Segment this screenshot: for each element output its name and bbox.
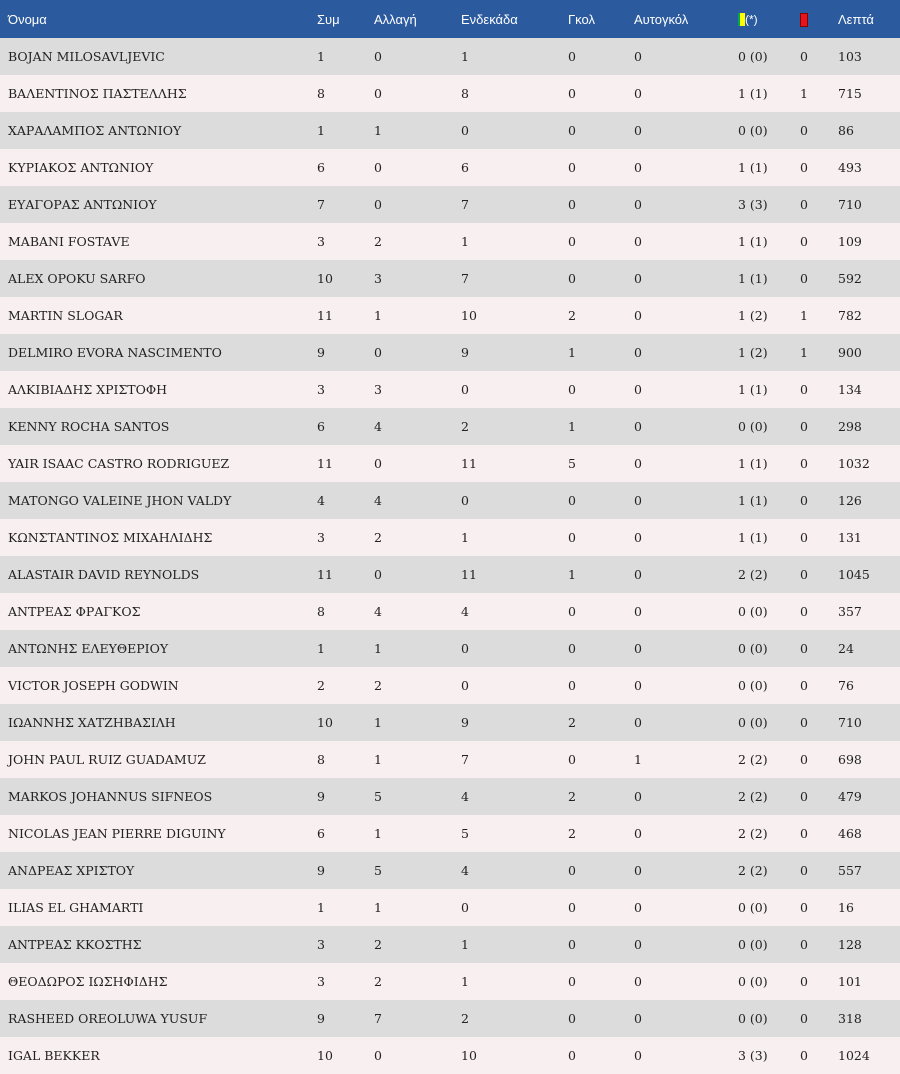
red-cards-cell: 0 (800, 974, 808, 989)
subs-cell: 4 (374, 604, 382, 619)
yellow-cards-cell: 1 (1) (738, 160, 768, 175)
minutes-cell: 101 (838, 974, 862, 989)
own-goals-cell: 0 (634, 530, 642, 545)
own-goals-cell: 1 (634, 752, 642, 767)
subs-cell: 1 (374, 308, 382, 323)
apps-cell: 3 (317, 530, 325, 545)
goals-cell: 0 (568, 1011, 576, 1026)
goals-cell: 0 (568, 123, 576, 138)
own-goals-cell: 0 (634, 567, 642, 582)
apps-cell: 8 (317, 604, 325, 619)
player-name-cell[interactable]: YAIR ISAAC CASTRO RODRIGUEZ (8, 456, 230, 471)
minutes-cell: 1024 (838, 1048, 870, 1063)
minutes-cell: 1045 (838, 567, 870, 582)
player-name-cell[interactable]: BOJAN MILOSAVLJEVIC (8, 49, 165, 64)
red-cards-cell: 0 (800, 493, 808, 508)
player-name-cell[interactable]: ΑΝΔΡΕΑΣ ΧΡΙΣΤΟΥ (8, 863, 135, 878)
own-goals-cell: 0 (634, 271, 642, 286)
player-name-cell[interactable]: MABANI FOSTAVE (8, 234, 130, 249)
goals-cell: 0 (568, 974, 576, 989)
red-cards-cell: 0 (800, 530, 808, 545)
table-row (0, 371, 900, 408)
goals-cell: 1 (568, 419, 576, 434)
starts-cell: 11 (461, 456, 477, 471)
goals-cell: 1 (568, 345, 576, 360)
goals-cell: 5 (568, 456, 576, 471)
minutes-cell: 710 (838, 197, 862, 212)
subs-cell: 0 (374, 345, 382, 360)
apps-cell: 2 (317, 678, 325, 693)
own-goals-cell: 0 (634, 234, 642, 249)
minutes-cell: 710 (838, 715, 862, 730)
subs-cell: 0 (374, 456, 382, 471)
apps-cell: 11 (317, 567, 333, 582)
table-row (0, 297, 900, 334)
own-goals-cell: 0 (634, 974, 642, 989)
red-cards-cell: 0 (800, 863, 808, 878)
starts-cell: 1 (461, 974, 469, 989)
table-row (0, 445, 900, 482)
goals-cell: 2 (568, 789, 576, 804)
subs-cell: 0 (374, 160, 382, 175)
own-goals-cell: 0 (634, 123, 642, 138)
yellow-cards-cell: 3 (3) (738, 1048, 768, 1063)
starts-cell: 11 (461, 567, 477, 582)
yellow-cards-cell: 1 (1) (738, 493, 768, 508)
own-goals-cell: 0 (634, 789, 642, 804)
starts-cell: 8 (461, 86, 469, 101)
minutes-cell: 16 (838, 900, 854, 915)
red-cards-cell: 0 (800, 604, 808, 619)
red-cards-cell: 0 (800, 826, 808, 841)
yellow-cards-cell: 2 (2) (738, 826, 768, 841)
red-card-icon (800, 13, 808, 27)
player-name-cell[interactable]: ΒΑΛΕΝΤΙΝΟΣ ΠΑΣΤΕΛΛΗΣ (8, 86, 187, 101)
player-name-cell[interactable]: ΑΝΤΡΕΑΣ ΦΡΑΓΚΟΣ (8, 604, 141, 619)
goals-cell: 0 (568, 530, 576, 545)
red-cards-cell: 0 (800, 234, 808, 249)
yellow-cards-cell: 1 (1) (738, 271, 768, 286)
player-name-cell[interactable]: DELMIRO EVORA NASCIMENTO (8, 345, 222, 360)
yellow-cards-cell: 2 (2) (738, 789, 768, 804)
player-name-cell[interactable]: ALEX OPOKU SARFO (8, 271, 146, 286)
header-apps[interactable]: Συμ (317, 11, 340, 27)
subs-cell: 1 (374, 752, 382, 767)
red-cards-cell: 1 (800, 308, 808, 323)
subs-cell: 3 (374, 271, 382, 286)
yellow-cards-cell: 1 (1) (738, 456, 768, 471)
table-row (0, 408, 900, 445)
red-cards-cell: 0 (800, 1011, 808, 1026)
player-name-cell[interactable]: MARKOS JOHANNUS SIFNEOS (8, 789, 213, 804)
own-goals-cell: 0 (634, 160, 642, 175)
minutes-cell: 698 (838, 752, 862, 767)
player-name-cell[interactable]: ΕΥΑΓΟΡΑΣ ΑΝΤΩΝΙΟΥ (8, 197, 157, 212)
own-goals-cell: 0 (634, 604, 642, 619)
red-cards-cell: 0 (800, 197, 808, 212)
yellow-cards-cell: 1 (1) (738, 382, 768, 397)
apps-cell: 6 (317, 160, 325, 175)
yellow-cards-cell: 0 (0) (738, 419, 768, 434)
subs-cell: 2 (374, 234, 382, 249)
starts-cell: 0 (461, 382, 469, 397)
yellow-cards-cell: 0 (0) (738, 974, 768, 989)
minutes-cell: 109 (838, 234, 862, 249)
yellow-cards-cell: 0 (0) (738, 715, 768, 730)
goals-cell: 0 (568, 86, 576, 101)
goals-cell: 0 (568, 197, 576, 212)
own-goals-cell: 0 (634, 863, 642, 878)
apps-cell: 11 (317, 308, 333, 323)
subs-cell: 2 (374, 678, 382, 693)
starts-cell: 2 (461, 419, 469, 434)
minutes-cell: 715 (838, 86, 862, 101)
player-name-cell[interactable]: RASHEED OREOLUWA YUSUF (8, 1011, 208, 1026)
apps-cell: 3 (317, 974, 325, 989)
table-row (0, 223, 900, 260)
starts-cell: 9 (461, 715, 469, 730)
yellow-card-icon (738, 13, 745, 26)
table-row (0, 186, 900, 223)
header-minutes[interactable]: Λεπτά (838, 11, 874, 27)
minutes-cell: 76 (838, 678, 854, 693)
yellow-cards-cell: 0 (0) (738, 1011, 768, 1026)
apps-cell: 10 (317, 271, 333, 286)
own-goals-cell: 0 (634, 937, 642, 952)
minutes-cell: 318 (838, 1011, 862, 1026)
yellow-cards-cell: 0 (0) (738, 678, 768, 693)
subs-cell: 1 (374, 123, 382, 138)
yellow-cards-cell: 2 (2) (738, 567, 768, 582)
goals-cell: 2 (568, 715, 576, 730)
yellow-cards-cell: 0 (0) (738, 49, 768, 64)
goals-cell: 1 (568, 567, 576, 582)
header-starts[interactable]: Ενδεκάδα (461, 11, 518, 27)
header-yellow-suffix: (*) (745, 12, 758, 27)
own-goals-cell: 0 (634, 382, 642, 397)
goals-cell: 0 (568, 493, 576, 508)
table-row (0, 889, 900, 926)
yellow-cards-cell: 1 (2) (738, 345, 768, 360)
subs-cell: 7 (374, 1011, 382, 1026)
starts-cell: 2 (461, 1011, 469, 1026)
player-name-cell[interactable]: ΑΝΤΩΝΗΣ ΕΛΕΥΘΕΡΙΟΥ (8, 641, 169, 656)
goals-cell: 0 (568, 1048, 576, 1063)
table-row (0, 75, 900, 112)
player-name-cell[interactable]: JOHN PAUL RUIZ GUADAMUZ (8, 752, 206, 767)
table-header (0, 0, 900, 38)
apps-cell: 9 (317, 863, 325, 878)
player-name-cell[interactable]: ΑΛΚΙΒΙΑΔΗΣ ΧΡΙΣΤΟΦΗ (8, 382, 168, 397)
minutes-cell: 900 (838, 345, 862, 360)
apps-cell: 1 (317, 641, 325, 656)
table-row (0, 926, 900, 963)
apps-cell: 10 (317, 1048, 333, 1063)
own-goals-cell: 0 (634, 900, 642, 915)
player-name-cell[interactable]: ΚΩΝΣΤΑΝΤΙΝΟΣ ΜΙΧΑΗΛΙΔΗΣ (8, 530, 213, 545)
red-cards-cell: 0 (800, 567, 808, 582)
yellow-cards-cell: 1 (1) (738, 86, 768, 101)
player-name-cell[interactable]: IGAL BEKKER (8, 1048, 100, 1063)
yellow-cards-cell: 0 (0) (738, 900, 768, 915)
apps-cell: 1 (317, 49, 325, 64)
starts-cell: 1 (461, 234, 469, 249)
goals-cell: 0 (568, 641, 576, 656)
table-row (0, 334, 900, 371)
yellow-cards-cell: 2 (2) (738, 863, 768, 878)
table-row (0, 852, 900, 889)
own-goals-cell: 0 (634, 493, 642, 508)
player-name-cell[interactable]: VICTOR JOSEPH GODWIN (8, 678, 179, 693)
apps-cell: 8 (317, 86, 325, 101)
minutes-cell: 131 (838, 530, 862, 545)
yellow-cards-cell: 0 (0) (738, 604, 768, 619)
subs-cell: 2 (374, 974, 382, 989)
own-goals-cell: 0 (634, 197, 642, 212)
starts-cell: 1 (461, 937, 469, 952)
red-cards-cell: 0 (800, 937, 808, 952)
own-goals-cell: 0 (634, 308, 642, 323)
starts-cell: 1 (461, 49, 469, 64)
apps-cell: 1 (317, 123, 325, 138)
red-cards-cell: 0 (800, 456, 808, 471)
header-subs[interactable]: Αλλαγή (374, 11, 417, 27)
subs-cell: 3 (374, 382, 382, 397)
subs-cell: 4 (374, 493, 382, 508)
starts-cell: 10 (461, 308, 477, 323)
yellow-cards-cell: 0 (0) (738, 123, 768, 138)
minutes-cell: 126 (838, 493, 862, 508)
starts-cell: 0 (461, 641, 469, 656)
starts-cell: 5 (461, 826, 469, 841)
red-cards-cell: 0 (800, 752, 808, 767)
subs-cell: 4 (374, 419, 382, 434)
table-row (0, 260, 900, 297)
player-name-cell[interactable]: ALASTAIR DAVID REYNOLDS (8, 567, 200, 582)
starts-cell: 0 (461, 123, 469, 138)
table-row (0, 1000, 900, 1037)
red-cards-cell: 0 (800, 49, 808, 64)
own-goals-cell: 0 (634, 49, 642, 64)
table-row (0, 149, 900, 186)
goals-cell: 0 (568, 752, 576, 767)
apps-cell: 3 (317, 234, 325, 249)
own-goals-cell: 0 (634, 678, 642, 693)
red-cards-cell: 0 (800, 382, 808, 397)
own-goals-cell: 0 (634, 1048, 642, 1063)
yellow-cards-cell: 1 (1) (738, 234, 768, 249)
minutes-cell: 557 (838, 863, 862, 878)
table-row (0, 704, 900, 741)
own-goals-cell: 0 (634, 826, 642, 841)
subs-cell: 0 (374, 1048, 382, 1063)
table-row (0, 815, 900, 852)
player-name-cell[interactable]: KENNY ROCHA SANTOS (8, 419, 170, 434)
table-row (0, 667, 900, 704)
minutes-cell: 86 (838, 123, 854, 138)
starts-cell: 0 (461, 900, 469, 915)
starts-cell: 6 (461, 160, 469, 175)
red-cards-cell: 0 (800, 678, 808, 693)
apps-cell: 11 (317, 456, 333, 471)
apps-cell: 4 (317, 493, 325, 508)
apps-cell: 3 (317, 937, 325, 952)
player-name-cell[interactable]: ΧΑΡΑΛΑΜΠΟΣ ΑΝΤΩΝΙΟΥ (8, 123, 182, 138)
goals-cell: 2 (568, 826, 576, 841)
apps-cell: 1 (317, 900, 325, 915)
goals-cell: 0 (568, 604, 576, 619)
starts-cell: 4 (461, 863, 469, 878)
table-row (0, 112, 900, 149)
starts-cell: 9 (461, 345, 469, 360)
minutes-cell: 493 (838, 160, 862, 175)
player-name-cell[interactable]: ΚΥΡΙΑΚΟΣ ΑΝΤΩΝΙΟΥ (8, 160, 154, 175)
minutes-cell: 298 (838, 419, 862, 434)
subs-cell: 0 (374, 197, 382, 212)
red-cards-cell: 0 (800, 271, 808, 286)
subs-cell: 0 (374, 86, 382, 101)
subs-cell: 1 (374, 715, 382, 730)
red-cards-cell: 1 (800, 345, 808, 360)
yellow-cards-cell: 2 (2) (738, 752, 768, 767)
header-red-cards[interactable] (800, 0, 838, 38)
starts-cell: 0 (461, 678, 469, 693)
starts-cell: 1 (461, 530, 469, 545)
minutes-cell: 103 (838, 49, 862, 64)
minutes-cell: 134 (838, 382, 862, 397)
minutes-cell: 468 (838, 826, 862, 841)
starts-cell: 0 (461, 493, 469, 508)
red-cards-cell: 0 (800, 123, 808, 138)
minutes-cell: 592 (838, 271, 862, 286)
subs-cell: 1 (374, 826, 382, 841)
yellow-cards-cell: 0 (0) (738, 641, 768, 656)
starts-cell: 7 (461, 752, 469, 767)
apps-cell: 10 (317, 715, 333, 730)
goals-cell: 0 (568, 160, 576, 175)
apps-cell: 3 (317, 382, 325, 397)
goals-cell: 0 (568, 863, 576, 878)
goals-cell: 0 (568, 900, 576, 915)
minutes-cell: 128 (838, 937, 862, 952)
red-cards-cell: 0 (800, 641, 808, 656)
goals-cell: 0 (568, 49, 576, 64)
subs-cell: 0 (374, 567, 382, 582)
own-goals-cell: 0 (634, 641, 642, 656)
red-cards-cell: 0 (800, 900, 808, 915)
goals-cell: 2 (568, 308, 576, 323)
table-row (0, 38, 900, 75)
starts-cell: 10 (461, 1048, 477, 1063)
own-goals-cell: 0 (634, 86, 642, 101)
subs-cell: 1 (374, 900, 382, 915)
own-goals-cell: 0 (634, 345, 642, 360)
subs-cell: 2 (374, 530, 382, 545)
subs-cell: 0 (374, 49, 382, 64)
header-name[interactable]: Όνομα (8, 11, 47, 27)
own-goals-cell: 0 (634, 715, 642, 730)
header-row (0, 0, 900, 38)
player-name-cell[interactable]: ILIAS EL GHAMARTI (8, 900, 144, 915)
table-row (0, 778, 900, 815)
apps-cell: 8 (317, 752, 325, 767)
starts-cell: 7 (461, 271, 469, 286)
red-cards-cell: 0 (800, 789, 808, 804)
yellow-cards-cell: 3 (3) (738, 197, 768, 212)
table-row (0, 519, 900, 556)
starts-cell: 7 (461, 197, 469, 212)
starts-cell: 4 (461, 789, 469, 804)
minutes-cell: 782 (838, 308, 862, 323)
table-row (0, 741, 900, 778)
minutes-cell: 24 (838, 641, 854, 656)
minutes-cell: 479 (838, 789, 862, 804)
starts-cell: 4 (461, 604, 469, 619)
yellow-cards-cell: 1 (2) (738, 308, 768, 323)
apps-cell: 9 (317, 789, 325, 804)
player-name-cell[interactable]: ΑΝΤΡΕΑΣ ΚΚΟΣΤΗΣ (8, 937, 142, 952)
subs-cell: 2 (374, 937, 382, 952)
red-cards-cell: 0 (800, 419, 808, 434)
apps-cell: 9 (317, 1011, 325, 1026)
apps-cell: 9 (317, 345, 325, 360)
table-row (0, 630, 900, 667)
table-row (0, 963, 900, 1000)
header-yellow-cards[interactable] (738, 0, 800, 38)
header-own-goals[interactable]: Αυτογκόλ (634, 11, 689, 27)
player-name-cell[interactable]: MATONGO VALEINE JHON VALDY (8, 493, 232, 508)
subs-cell: 5 (374, 863, 382, 878)
player-name-cell[interactable]: ΘΕΟΔΩΡΟΣ ΙΩΣΗΦΙΔΗΣ (8, 974, 168, 989)
minutes-cell: 357 (838, 604, 862, 619)
red-cards-cell: 0 (800, 160, 808, 175)
yellow-cards-cell: 1 (1) (738, 530, 768, 545)
player-name-cell[interactable]: MARTIN SLOGAR (8, 308, 123, 323)
goals-cell: 0 (568, 234, 576, 249)
yellow-cards-cell: 0 (0) (738, 937, 768, 952)
table-row (0, 482, 900, 519)
minutes-cell: 1032 (838, 456, 870, 471)
red-cards-cell: 0 (800, 1048, 808, 1063)
goals-cell: 0 (568, 382, 576, 397)
goals-cell: 0 (568, 678, 576, 693)
goals-cell: 0 (568, 271, 576, 286)
table-body (0, 38, 900, 1074)
player-name-cell[interactable]: NICOLAS JEAN PIERRE DIGUINY (8, 826, 226, 841)
own-goals-cell: 0 (634, 456, 642, 471)
table-row (0, 1037, 900, 1074)
subs-cell: 5 (374, 789, 382, 804)
red-cards-cell: 0 (800, 715, 808, 730)
red-cards-cell: 1 (800, 86, 808, 101)
own-goals-cell: 0 (634, 1011, 642, 1026)
apps-cell: 7 (317, 197, 325, 212)
table-row (0, 593, 900, 630)
player-name-cell[interactable]: ΙΩΑΝΝΗΣ ΧΑΤΖΗΒΑΣΙΛΗ (8, 715, 176, 730)
header-goals[interactable]: Γκολ (568, 11, 595, 27)
apps-cell: 6 (317, 826, 325, 841)
own-goals-cell: 0 (634, 419, 642, 434)
apps-cell: 6 (317, 419, 325, 434)
subs-cell: 1 (374, 641, 382, 656)
goals-cell: 0 (568, 937, 576, 952)
table-row (0, 556, 900, 593)
